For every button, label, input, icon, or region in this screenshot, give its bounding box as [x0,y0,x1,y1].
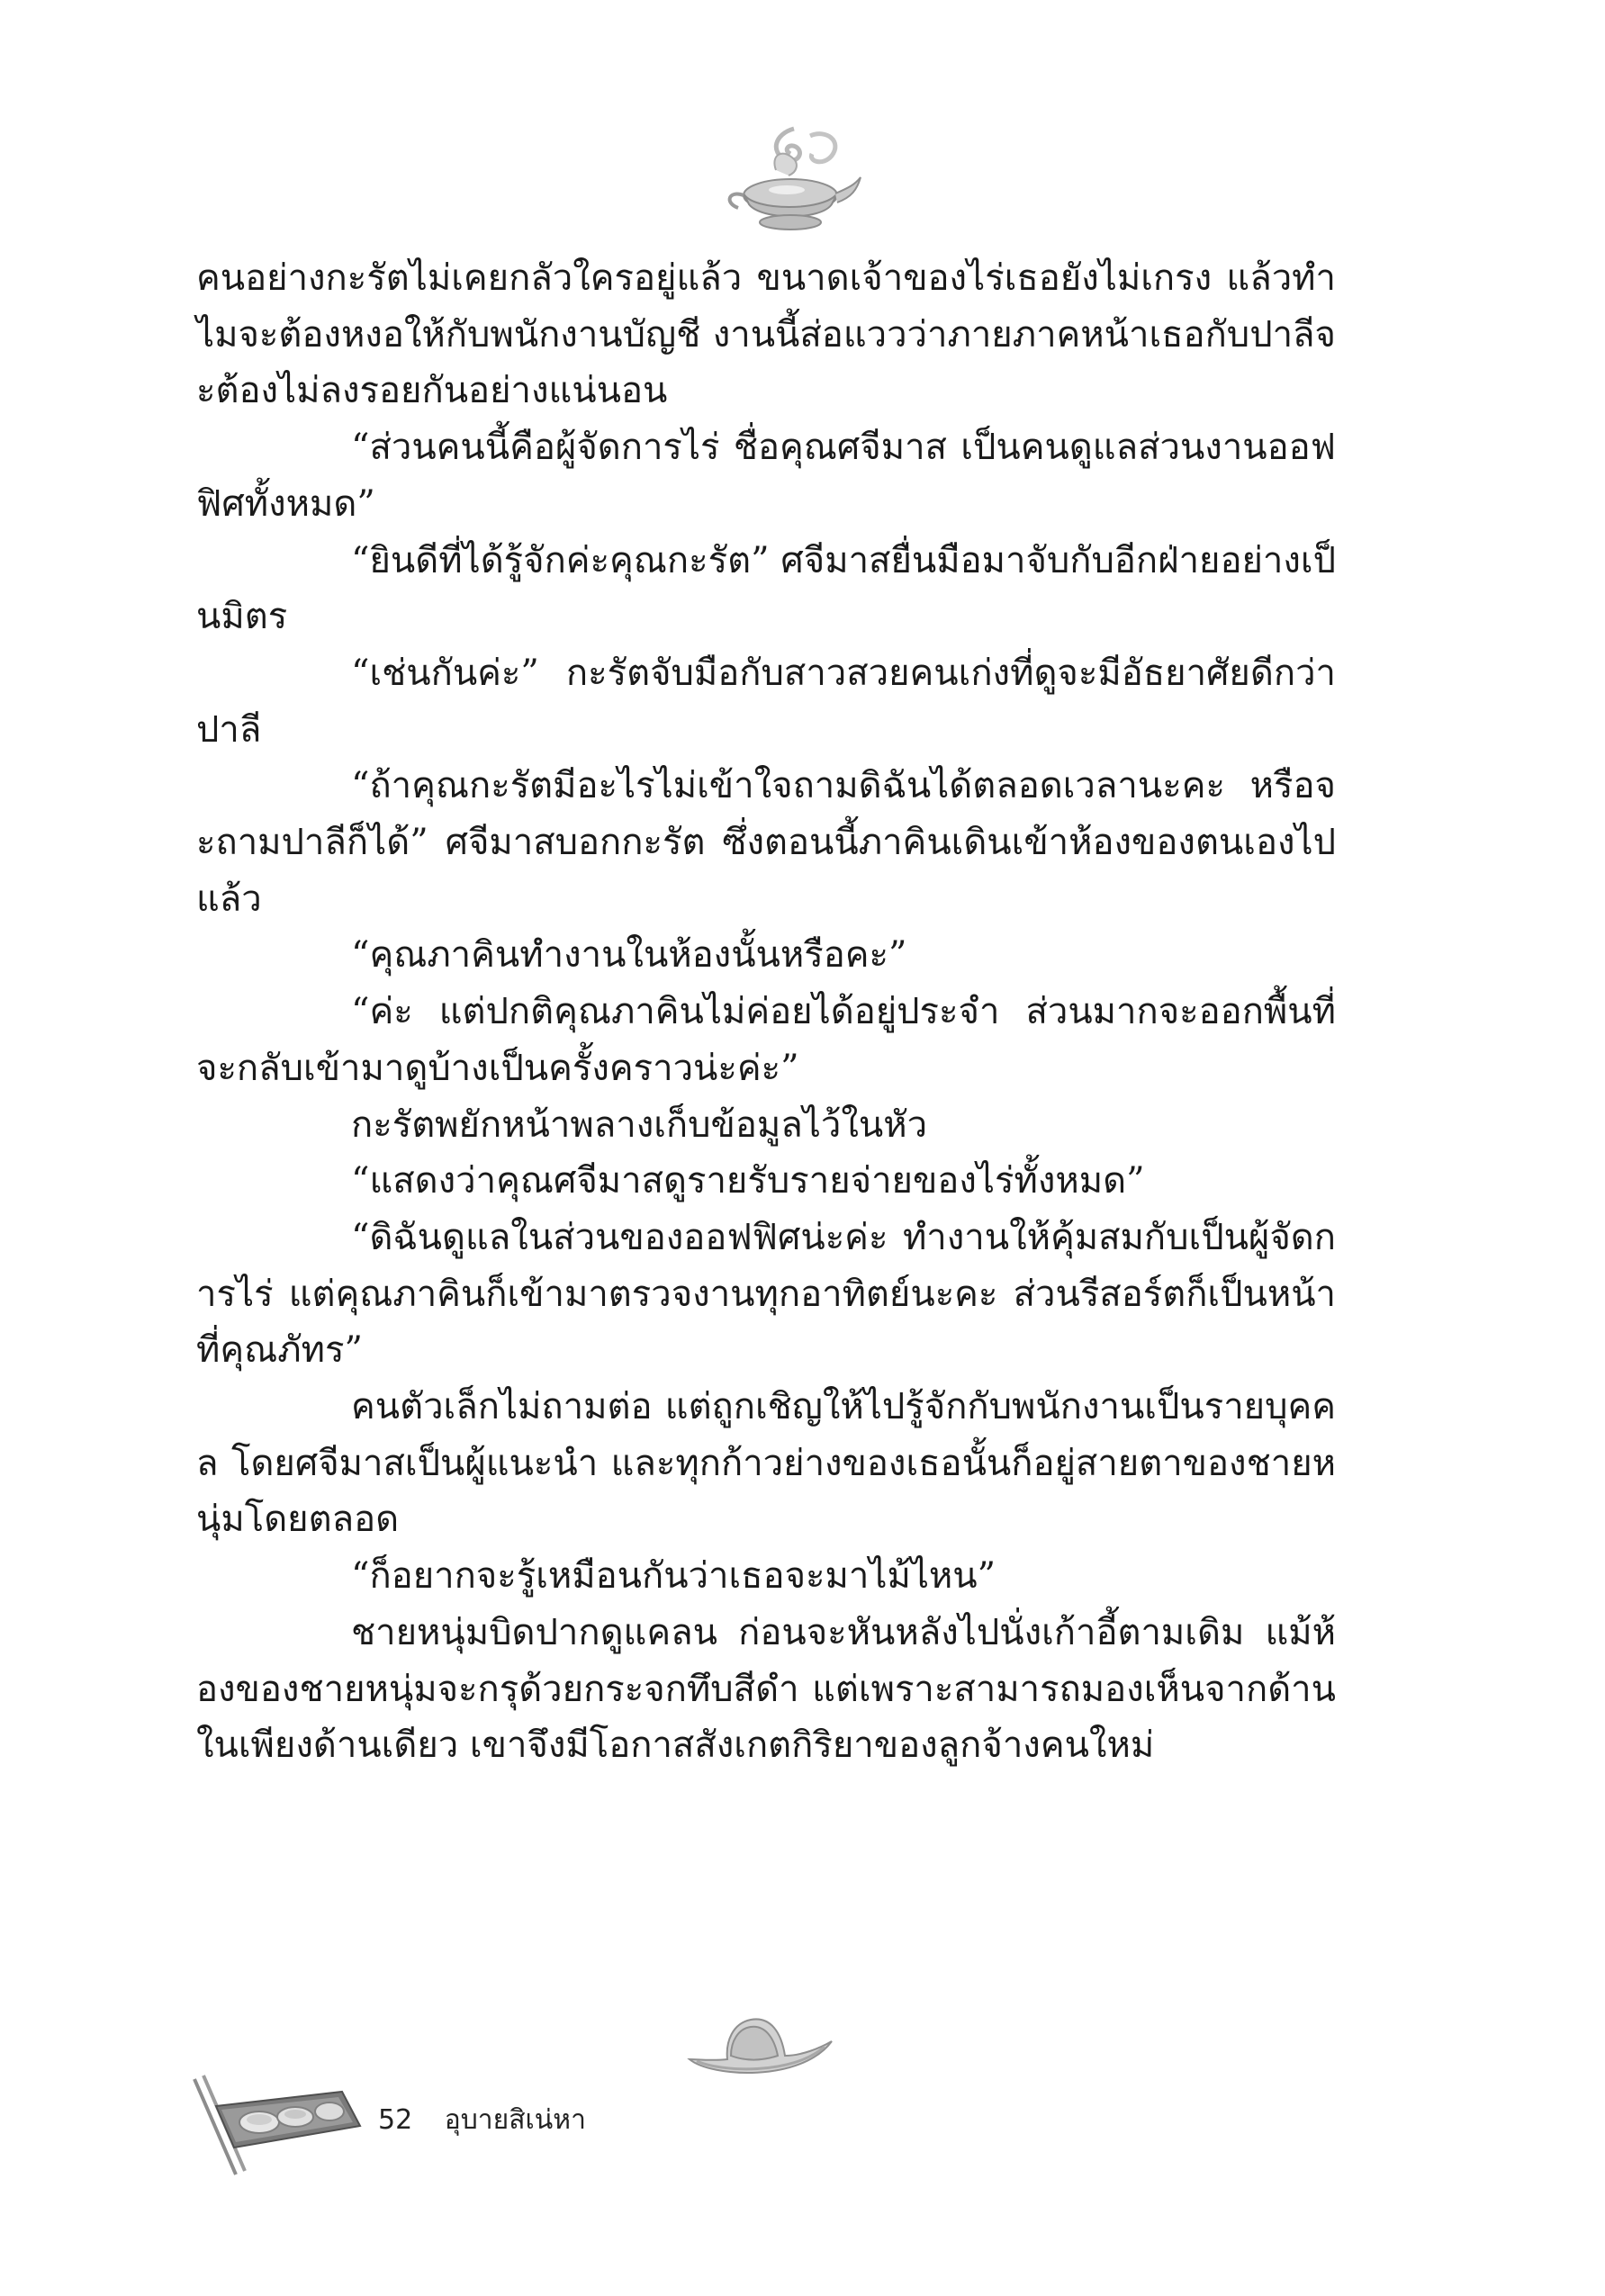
paragraph: “แสดงว่าคุณศจีมาสดูรายรับรายจ่ายของไร่ทั้งหมด” [351,1160,1145,1202]
paragraph: “คุณภาคินทำงานในห้องนั้นหรือคะ” [351,934,907,977]
cowboy-hat-icon [684,2005,837,2086]
page-footer [378,2102,586,2138]
magic-lamp-icon [711,122,864,239]
paragraph: ชายหนุ่มบิดปากดูแคลน ก่อนจะหันหลังไปนั่งเก้าอี้ตามเดิม แม้ห้องของชายหนุ่มจะกรุด้วยกระจกทึบสีดำ แต่เพราะสามารถมองเห็นจากด้านในเพียงด้านเดียว เขาจึงมีโอกาสสังเกตกิริยาของลูกจ้างคนใหม่ [196,1611,1336,1767]
paragraph: กะรัตพยักหน้าพลางเก็บข้อมูลไว้ในหัว [351,1103,928,1146]
paragraph: “ถ้าคุณกะรัตมีอะไรไม่เข้าใจถามดิฉันได้ตลอดเวลานะคะ หรือจะถามปาลีก็ได้” ศจีมาสบอกกะรัต ซึ่งตอนนี้ภาคินเดินเข้าห้องของตนเองไปแล้ว [196,765,1336,920]
paragraph: “เช่นกันค่ะ” กะรัตจับมือกับสาวสวยคนเก่งที่ดูจะมีอัธยาศัยดีกว่าปาลี [196,652,1336,751]
paragraph: คนอย่างกะรัตไม่เคยกลัวใครอยู่แล้ว ขนาดเจ้าของไร่เธอยังไม่เกรง แล้วทำไมจะต้องหงอให้กับพนักงานบัญชี งานนี้ส่อแววว่าภายภาคหน้าเธอกับปาลีจะต้องไม่ลงรอยกันอย่างแน่นอน [196,257,1336,412]
book-title: อุบายสิเน่หา [444,2104,586,2136]
paragraph: “ส่วนคนนี้คือผู้จัดการไร่ ชื่อคุณศจีมาส เป็นคนดูแลส่วนงานออฟฟิศทั้งหมด” [196,427,1336,525]
paragraph: “ดิฉันดูแลในส่วนของออฟฟิศน่ะค่ะ ทำงานให้คุ้มสมกับเป็นผู้จัดการไร่ แต่คุณภาคินก็เข้ามาตรวจงานทุกอาทิตย์นะคะ ส่วนรีสอร์ตก็เป็นหน้าที่คุณภัทร” [196,1216,1336,1372]
paragraph: “ยินดีที่ได้รู้จักค่ะคุณกะรัต” ศจีมาสยื่นมือมาจับกับอีกฝ่ายอย่างเป็นมิตร [196,539,1336,638]
paragraph: “ก็อยากจะรู้เหมือนกันว่าเธอจะมาไม้ไหน” [351,1555,996,1598]
paragraph: “ค่ะ แต่ปกติคุณภาคินไม่ค่อยได้อยู่ประจำ ส่วนมากจะออกพื้นที่ จะกลับเข้ามาดูบ้างเป็นครั้งคราวน่ะค่ะ” [196,991,1336,1089]
page-number: 52 [378,2104,413,2136]
sushi-plate-icon [189,2070,369,2178]
paragraph: คนตัวเล็กไม่ถามต่อ แต่ถูกเชิญให้ไปรู้จักกับพนักงานเป็นรายบุคคล โดยศจีมาสเป็นผู้แนะนำ และทุกก้าวย่างของเธอนั้นก็อยู่สายตาของชายหนุ่มโดยตลอด [196,1386,1336,1541]
body-text [196,250,1336,1774]
